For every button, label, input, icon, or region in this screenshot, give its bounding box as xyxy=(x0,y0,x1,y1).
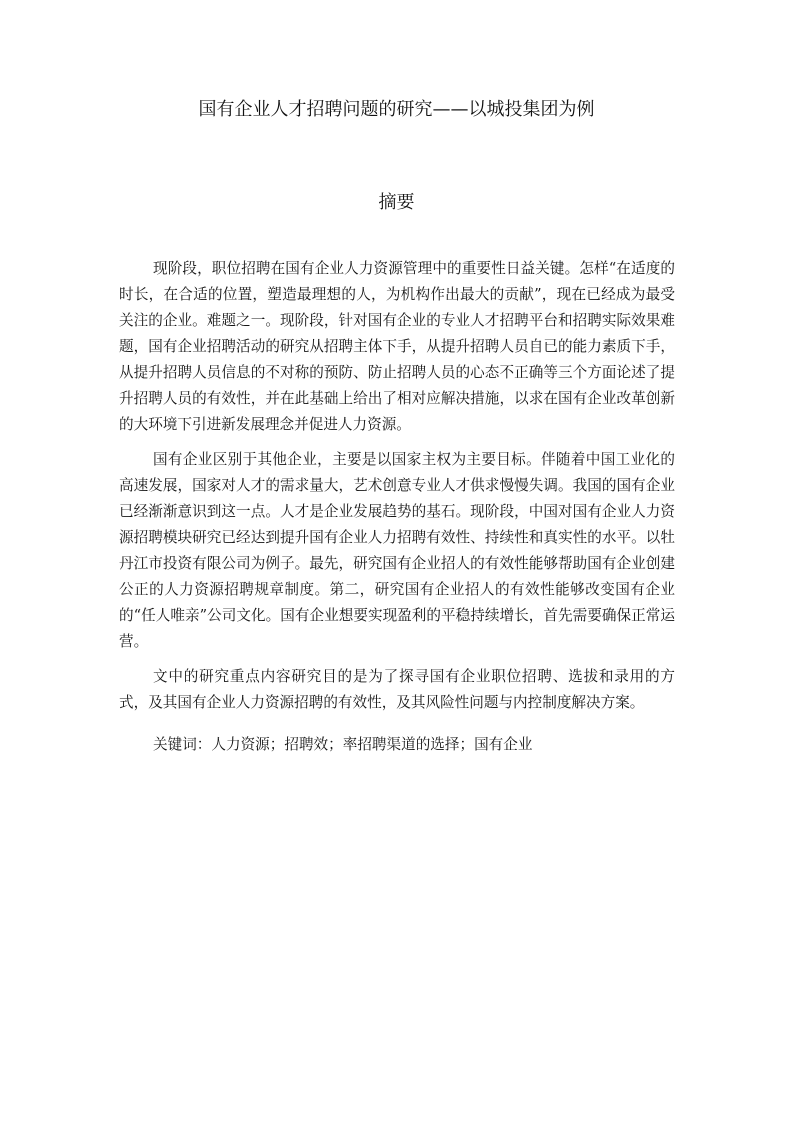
document-title: 国有企业人才招聘问题的研究——以城投集团为例 xyxy=(198,99,595,120)
keywords-line: 关键词：人力资源；招聘效；率招聘渠道的选择；国有企业 xyxy=(153,736,533,753)
abstract-paragraph: 现阶段，职位招聘在国有企业人力资源管理中的重要性日益关键。怎样“在适度的时长，在合适的位置，塑造最理想的人，为机构作出最大的贡献”，现在已经成为最受关注的企业。难题之一。现阶段，针对国有企业的专业人才招聘平台和招聘实际效果难题，国有企业招聘活动的研究从招聘主体下手，从提升招聘人员自已的能力素质下手，从提升招聘人员信息的不对称的预防、防止招聘人员的心态不正确等三个方面论述了提升招聘人员的有效性，并在此基础上给出了相对应解决措施，以求在国有企业改革创新的大环境下引进新发展理念并促进人力资源。 xyxy=(119,260,675,433)
abstract-paragraph: 国有企业区别于其他企业，主要是以国家主权为主要目标。伴随着中国工业化的高速发展，国家对人才的需求量大，艺术创意专业人才供求慢慢失调。我国的国有企业已经渐渐意识到这一点。人才是企业发展趋势的基石。现阶段，中国对国有企业人力资源招聘模块研究已经达到提升国有企业人力招聘有效性、持续性和真实性的水平。以牡丹江市投资有限公司为例子。最先，研究国有企业招人的有效性能够帮助国有企业创建公正的人力资源招聘规章制度。第二，研究国有企业招人的有效性能够改变国有企业的“任人唯亲”公司文化。国有企业想要实现盈利的平稳持续增长，首先需要确保正常运营。 xyxy=(119,451,675,650)
abstract-heading: 摘要 xyxy=(378,192,415,213)
abstract-paragraph: 文中的研究重点内容研究目的是为了探寻国有企业职位招聘、选拔和录用的方式，及其国有企业人力资源招聘的有效性，及其风险性问题与内控制度解决方案。 xyxy=(119,668,675,711)
abstract-body xyxy=(119,256,675,758)
